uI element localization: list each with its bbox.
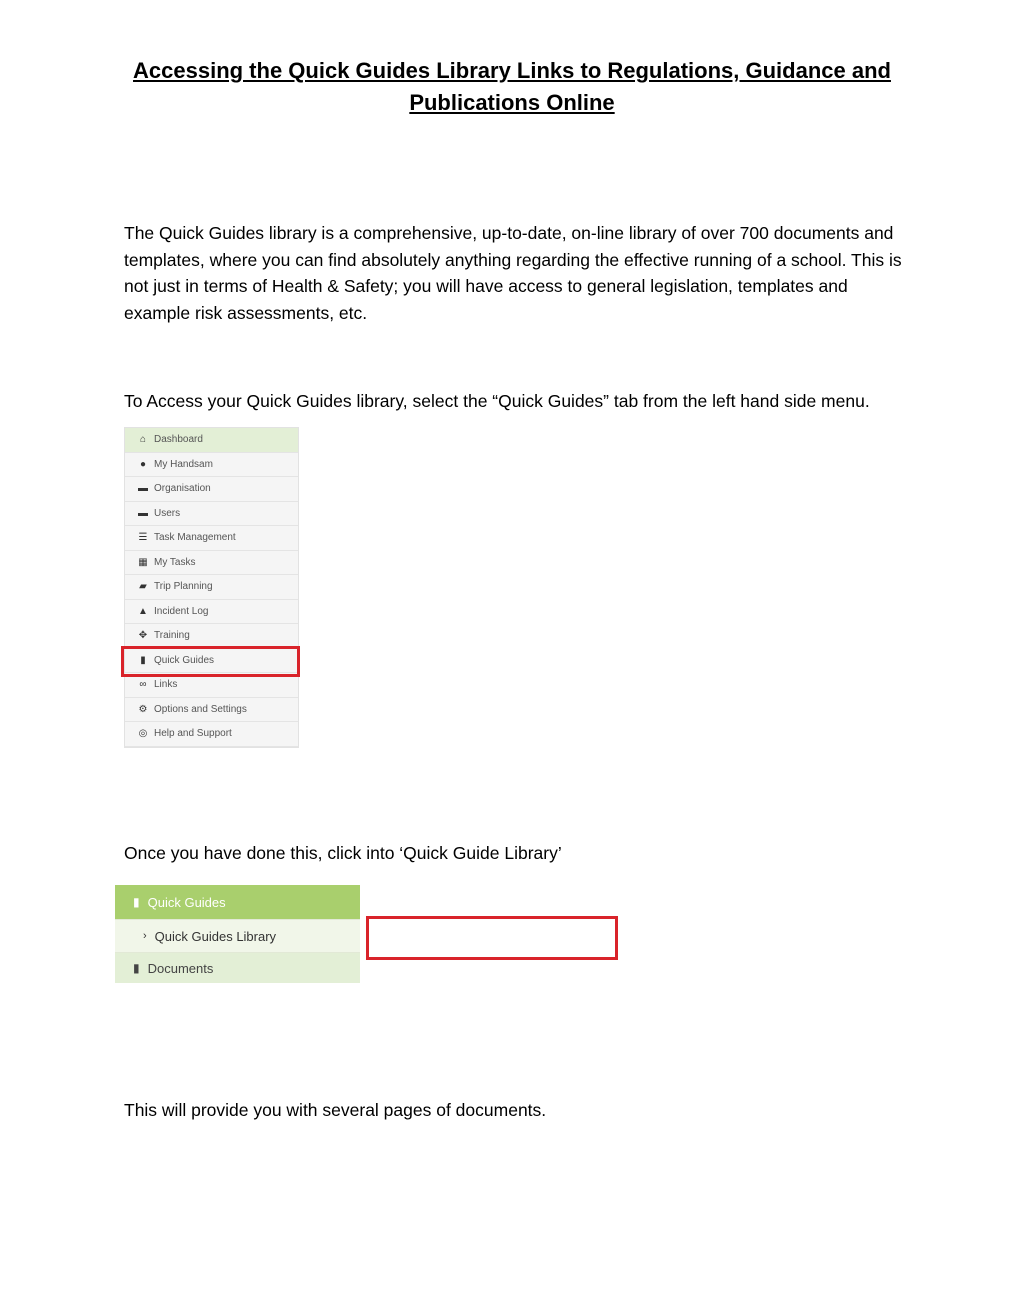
- once-paragraph: Once you have done this, click into ‘Quick Guide Library’: [124, 843, 562, 863]
- menu-item-help-support: [125, 722, 298, 747]
- library-highlight-box: [366, 916, 618, 960]
- move-icon: ✥: [138, 630, 148, 642]
- menu-item-my-handsam: [125, 453, 298, 478]
- quick-guides-highlight-box: [121, 646, 300, 677]
- document-title: [110, 55, 914, 119]
- title-line-1: Accessing the Quick Guides Library Links to Regulations, Guidance and: [133, 58, 891, 83]
- menu-item-training: [125, 624, 298, 649]
- submenu-documents: [115, 953, 360, 983]
- menu-item-label: Incident Log: [154, 605, 209, 617]
- result-paragraph: This will provide you with several pages of documents.: [124, 1100, 547, 1120]
- chevron-right-icon: ›: [143, 930, 147, 942]
- menu-item-label: Users: [154, 507, 181, 519]
- side-menu-screenshot: [124, 427, 299, 748]
- home-icon: ⌂: [139, 434, 147, 446]
- submenu-header: [115, 885, 360, 919]
- briefcase-icon: ▬: [138, 507, 148, 519]
- menu-item-options-settings: [125, 698, 298, 723]
- lifebuoy-icon: ◎: [138, 728, 148, 740]
- link-icon: ∞: [139, 679, 147, 691]
- menu-item-label: My Handsam: [154, 458, 213, 470]
- menu-item-label: Quick Guides: [154, 654, 215, 666]
- menu-item-label: Training: [154, 630, 190, 642]
- submenu-header-label: Quick Guides: [147, 894, 226, 910]
- menu-item-trip-planning: [125, 575, 298, 600]
- submenu-docs-label: Documents: [147, 960, 214, 976]
- menu-item-incident-log: [125, 600, 298, 625]
- submenu-item-library: [115, 919, 360, 953]
- book-icon: ▮: [133, 961, 140, 975]
- menu-item-label: Help and Support: [154, 728, 232, 740]
- user-icon: ●: [139, 458, 147, 470]
- menu-item-label: Trip Planning: [154, 581, 213, 593]
- menu-item-label: Task Management: [154, 532, 236, 544]
- car-icon: ▰: [139, 581, 147, 593]
- menu-item-label: Links: [154, 679, 178, 691]
- menu-item-label: Dashboard: [154, 434, 203, 446]
- access-paragraph: To Access your Quick Guides library, select the “Quick Guides” tab from the left hand side menu.: [124, 391, 870, 411]
- briefcase-icon: ▬: [138, 483, 148, 495]
- book-icon: ▮: [133, 895, 140, 909]
- book-icon: ▮: [140, 654, 146, 666]
- menu-item-users: [125, 502, 298, 527]
- gears-icon: ⚙: [138, 703, 148, 715]
- table-icon: ▦: [138, 556, 148, 568]
- menu-item-dashboard: [125, 428, 298, 453]
- menu-item-label: Options and Settings: [154, 703, 247, 715]
- submenu-item-label: Quick Guides Library: [154, 928, 277, 944]
- menu-item-my-tasks: [125, 551, 298, 576]
- list-icon: ☰: [138, 532, 148, 544]
- warning-icon: ▲: [138, 605, 148, 617]
- title-line-2: Publications Online: [409, 90, 615, 115]
- submenu-screenshot: [115, 885, 360, 983]
- menu-item-label: Organisation: [154, 483, 211, 495]
- menu-item-organisation: [125, 477, 298, 502]
- intro-paragraph: The Quick Guides library is a comprehensive, up-to-date, on-line library of over 700 documents and templates, where you can find absolutely anything regarding the effective running of a school. This is not just in terms of Health & Safety; you will have access to general legislation, templates and example risk assessments, etc.: [124, 223, 902, 323]
- menu-item-task-management: [125, 526, 298, 551]
- menu-item-label: My Tasks: [154, 556, 196, 568]
